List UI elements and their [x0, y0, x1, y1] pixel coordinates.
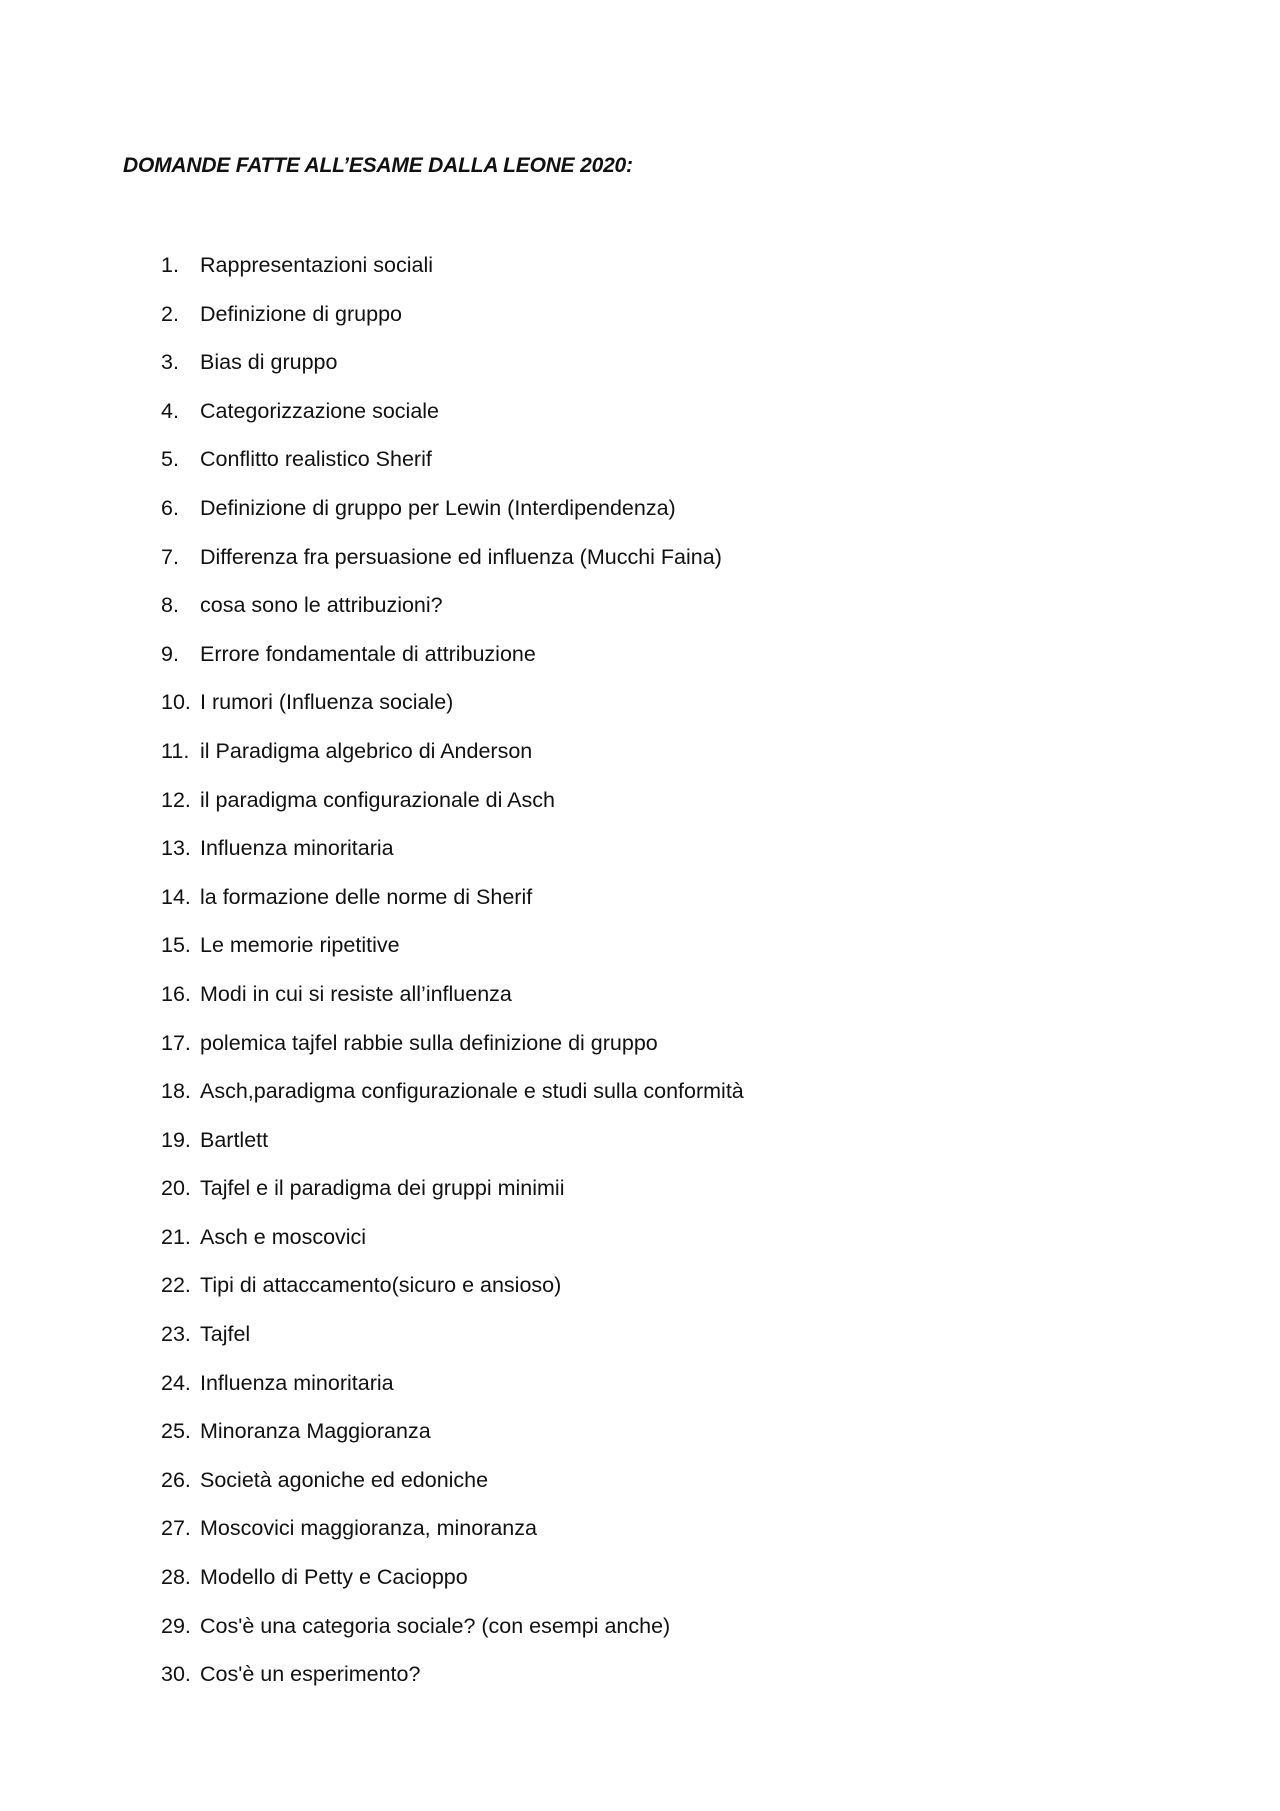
question-text: il Paradigma algebrico di Anderson — [200, 738, 533, 763]
question-text: Bartlett — [200, 1127, 269, 1152]
question-number: 30. — [161, 1662, 191, 1687]
question-number: 29. — [161, 1613, 191, 1638]
question-text: la formazione delle norme di Sherif — [200, 884, 533, 909]
question-number: 6. — [161, 495, 179, 520]
question-text: Influenza minoritaria — [200, 1370, 394, 1395]
question-text: polemica tajfel rabbie sulla definizione di gruppo — [200, 1030, 658, 1055]
question-text: Società agoniche ed edoniche — [200, 1467, 489, 1492]
question-text: Categorizzazione sociale — [200, 398, 440, 423]
question-text: Errore fondamentale di attribuzione — [200, 641, 536, 666]
question-text: Rappresentazioni sociali — [200, 253, 434, 277]
question-text: Definizione di gruppo — [200, 301, 402, 326]
question-number: 18. — [161, 1079, 191, 1104]
question-number: 22. — [161, 1273, 191, 1298]
question-text: Conflitto realistico Sherif — [200, 447, 432, 472]
question-text: Tajfel e il paradigma dei gruppi minimii — [200, 1176, 565, 1201]
question-text: Bias di gruppo — [200, 350, 338, 375]
question-text: Tajfel — [200, 1322, 251, 1347]
question-text: I rumori (Influenza sociale) — [200, 690, 454, 715]
question-number: 25. — [161, 1419, 191, 1444]
question-text: Tipi di attaccamento(sicuro e ansioso) — [200, 1273, 562, 1298]
question-text: Le memorie ripetitive — [200, 933, 400, 958]
question-number: 24. — [161, 1370, 191, 1395]
question-number: 1. — [161, 253, 179, 277]
question-number: 15. — [161, 933, 191, 958]
question-number: 9. — [161, 641, 179, 666]
question-number: 28. — [161, 1565, 191, 1590]
question-text: Asch e moscovici — [200, 1224, 367, 1249]
question-number: 23. — [161, 1322, 191, 1347]
question-text: Differenza fra persuasione ed influenza (Mucchi Faina) — [200, 544, 722, 569]
question-text: Modi in cui si resiste all’influenza — [200, 981, 512, 1006]
question-text: Cos'è una categoria sociale? (con esempi anche) — [200, 1613, 671, 1638]
question-number: 12. — [161, 787, 191, 812]
question-number: 21. — [161, 1224, 191, 1249]
question-number: 20. — [161, 1176, 191, 1201]
question-number: 3. — [161, 350, 179, 375]
question-text: Definizione di gruppo per Lewin (Interdipendenza) — [200, 495, 676, 520]
question-number: 19. — [161, 1127, 191, 1152]
question-text: Asch,paradigma configurazionale e studi sulla conformità — [200, 1079, 744, 1104]
question-number: 17. — [161, 1030, 191, 1055]
question-number: 5. — [161, 447, 179, 472]
question-number: 4. — [161, 398, 179, 423]
question-text: Modello di Petty e Cacioppo — [200, 1565, 468, 1590]
question-number: 26. — [161, 1467, 191, 1492]
question-number: 14. — [161, 884, 191, 909]
question-number: 8. — [161, 593, 179, 618]
question-number: 2. — [161, 301, 179, 326]
question-number: 10. — [161, 690, 191, 715]
question-number: 13. — [161, 836, 191, 861]
question-text: Influenza minoritaria — [200, 836, 394, 861]
question-text: cosa sono le attribuzioni? — [200, 593, 443, 618]
question-text: Minoranza Maggioranza — [200, 1419, 431, 1444]
question-number: 16. — [161, 981, 191, 1006]
question-number: 11. — [161, 738, 190, 763]
question-number: 27. — [161, 1516, 191, 1541]
question-text: Moscovici maggioranza, minoranza — [200, 1516, 537, 1541]
question-text: il paradigma configurazionale di Asch — [200, 787, 555, 812]
document-title: DOMANDE FATTE ALL’ESAME DALLA LEONE 2020: — [123, 154, 633, 177]
question-text: Cos'è un esperimento? — [200, 1662, 421, 1687]
question-number: 7. — [161, 544, 179, 569]
